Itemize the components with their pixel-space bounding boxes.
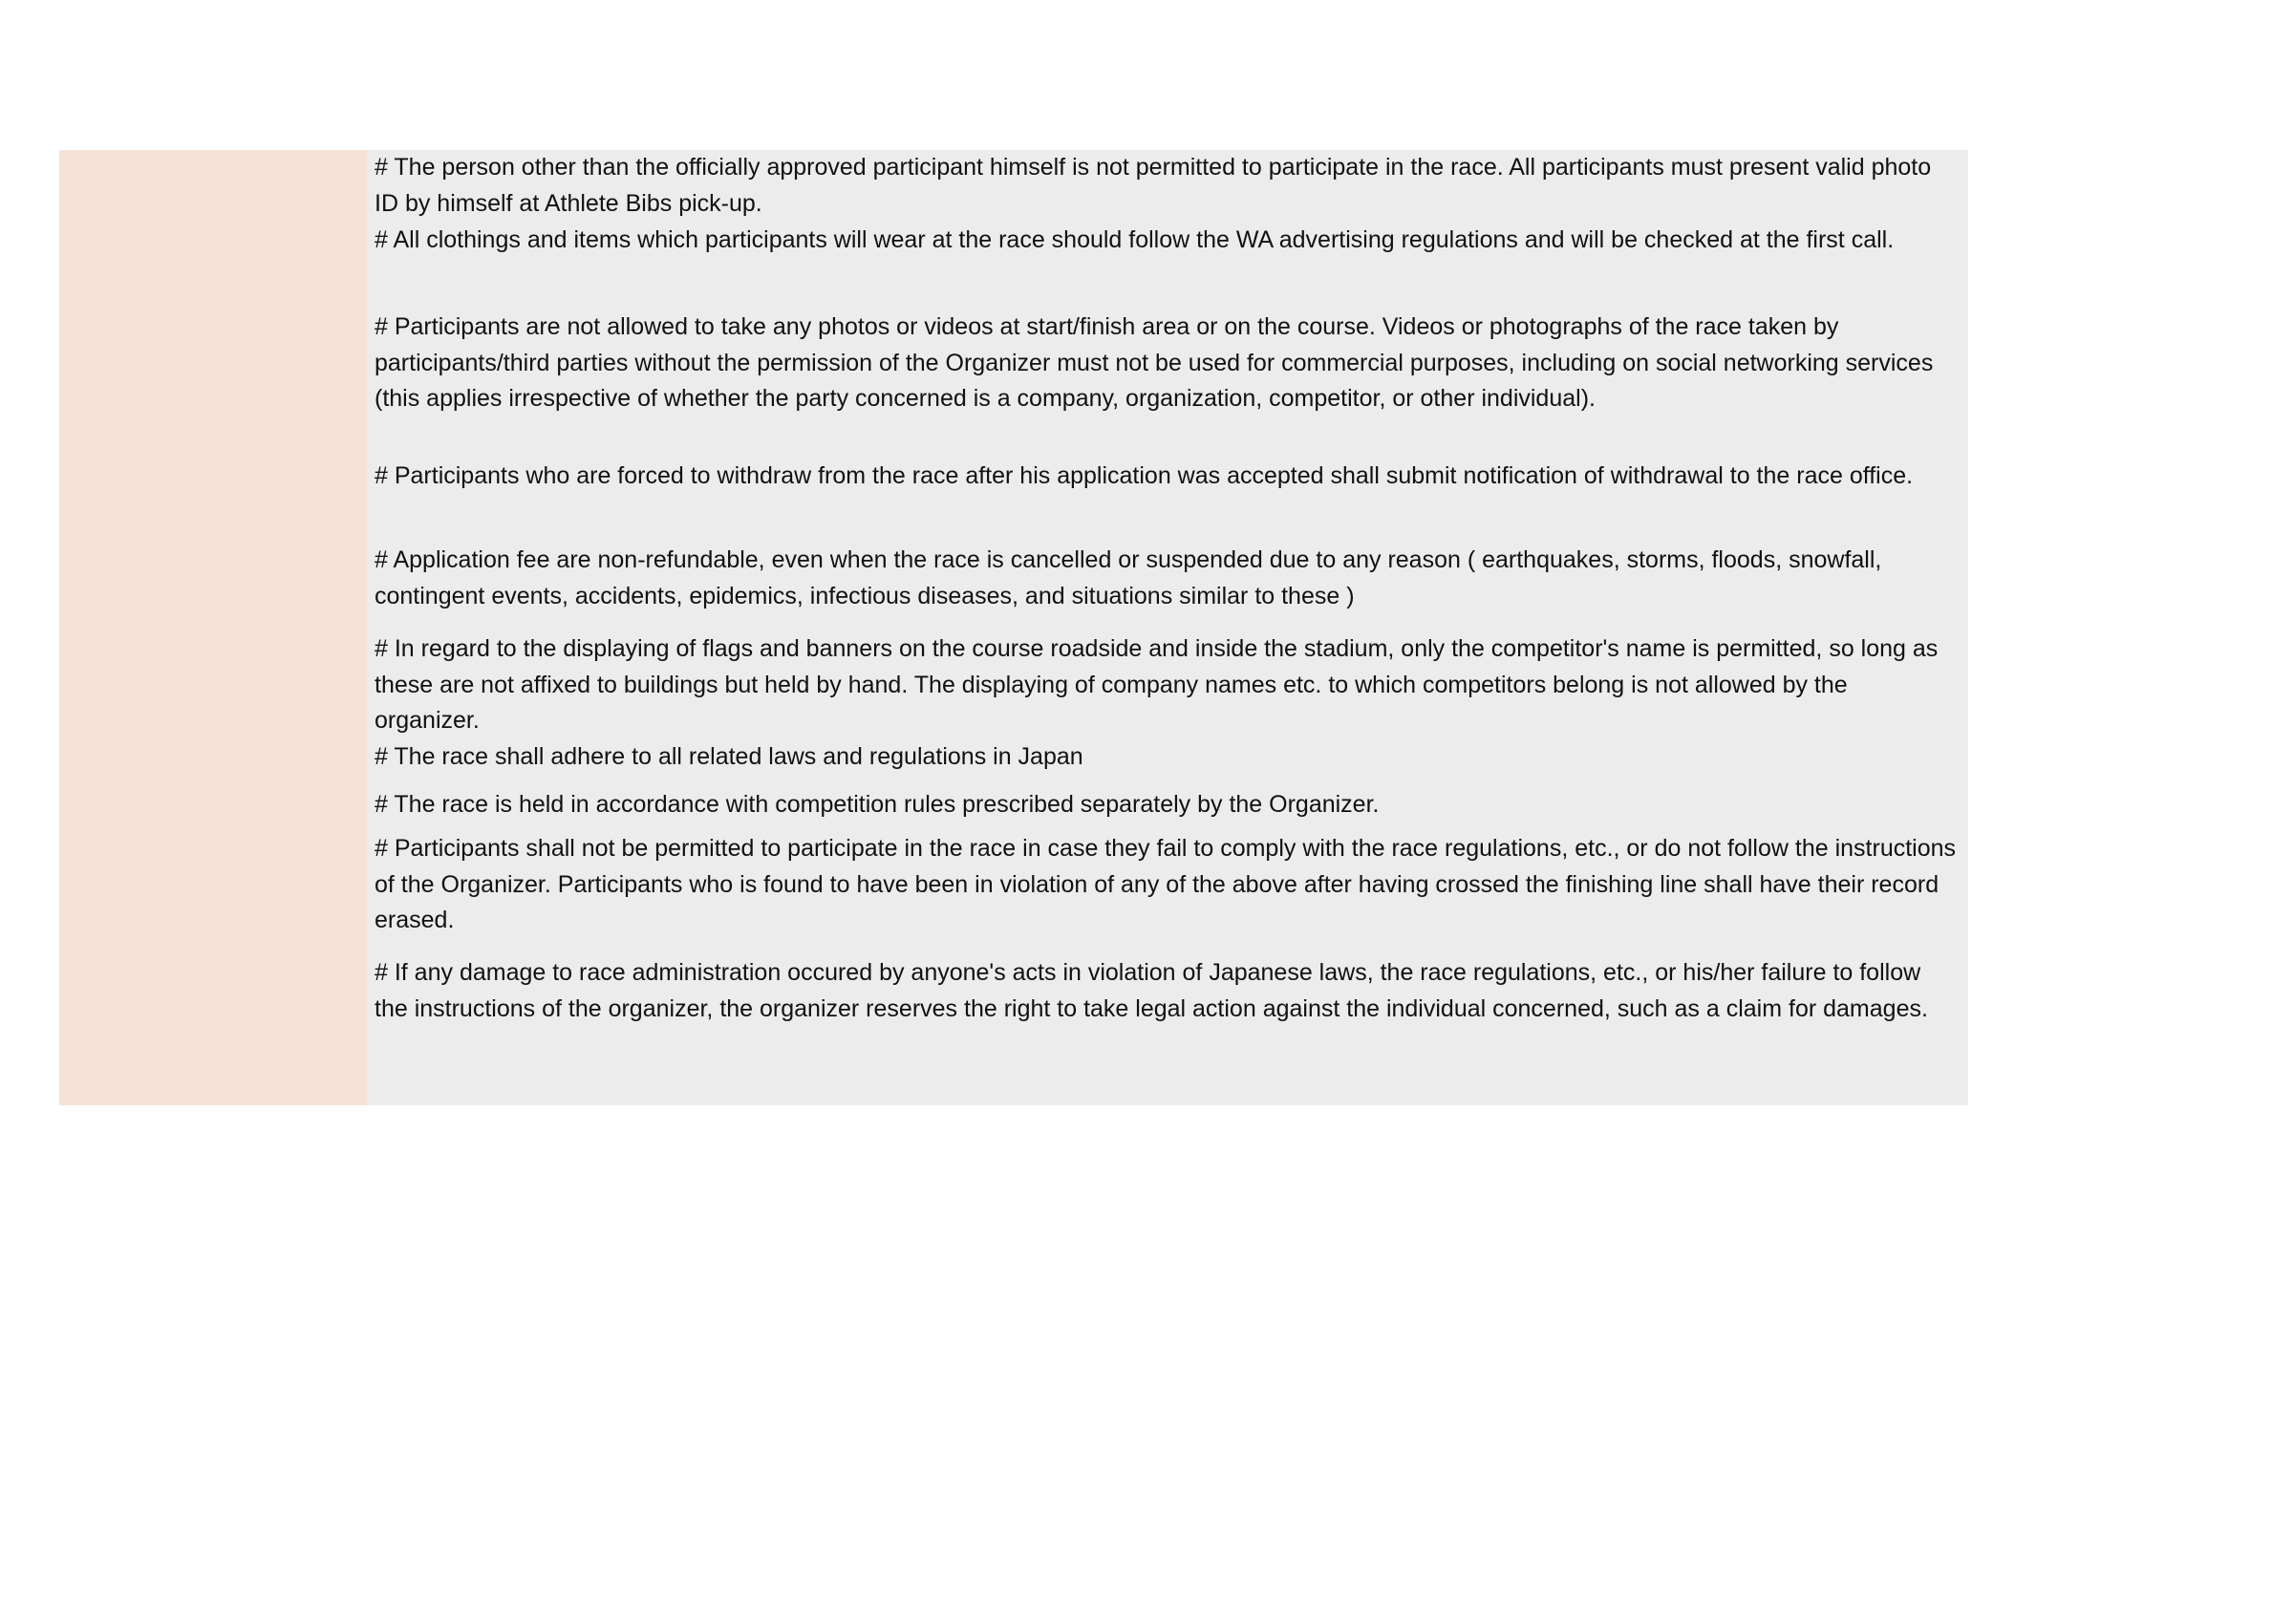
spreadsheet-row bbox=[59, 150, 1968, 1105]
regulation-paragraph: # The race shall adhere to all related laws and regulations in Japan bbox=[375, 743, 1083, 770]
regulation-paragraph: # The person other than the officially approved participant himself is not permitted to participate in the race. All participants must present valid photo ID by himself at Athlete Bibs pick-up. bbox=[375, 154, 1932, 217]
regulations-cell[interactable] bbox=[367, 150, 1968, 1105]
regulation-paragraph: # All clothings and items which participants will wear at the race should follow the WA advertising regulations and will be checked at the first call. bbox=[375, 226, 1895, 253]
regulation-paragraph: # In regard to the displaying of flags and banners on the course roadside and inside the stadium, only the competitor's name is permitted, so long as these are not affixed to buildings but held by hand. The displaying of company names etc. to which competitors belong is not allowed by the organizer. bbox=[375, 635, 1939, 734]
regulation-paragraph: # Participants shall not be permitted to participate in the race in case they fail to comply with the race regulations, etc., or do not follow the instructions of the Organizer. Participants who is found to have been in violation of any of the above after having crossed the finishing line shall have their record erased. bbox=[375, 835, 1957, 933]
regulation-paragraph: # The race is held in accordance with competition rules prescribed separately by the Organizer. bbox=[375, 791, 1380, 818]
regulation-paragraph: # Participants are not allowed to take any photos or videos at start/finish area or on the course. Videos or photographs of the race taken by participants/third parties without the permission of the Organizer must not be used for commercial purposes, including on social networking services (this applies irrespective of whether the party concerned is a company, organization, competitor, or other individual). bbox=[375, 313, 1934, 412]
regulation-paragraph: # If any damage to race administration occured by anyone's acts in violation of Japanese laws, the race regulations, etc., or his/her failure to follow the instructions of the organizer, the organizer reserves the right to take legal action against the individual concerned, such as a claim for damages. bbox=[375, 959, 1928, 1022]
regulation-paragraph: # Application fee are non-refundable, even when the race is cancelled or suspended due to any reason ( earthquakes, storms, floods, snowfall, contingent events, accidents, epidemics, infectious diseases, and situations similar to these ) bbox=[375, 546, 1882, 609]
regulation-paragraph: # Participants who are forced to withdraw from the race after his application was accepted shall submit notification of withdrawal to the race office. bbox=[375, 462, 1914, 489]
label-cell[interactable] bbox=[59, 150, 367, 1105]
